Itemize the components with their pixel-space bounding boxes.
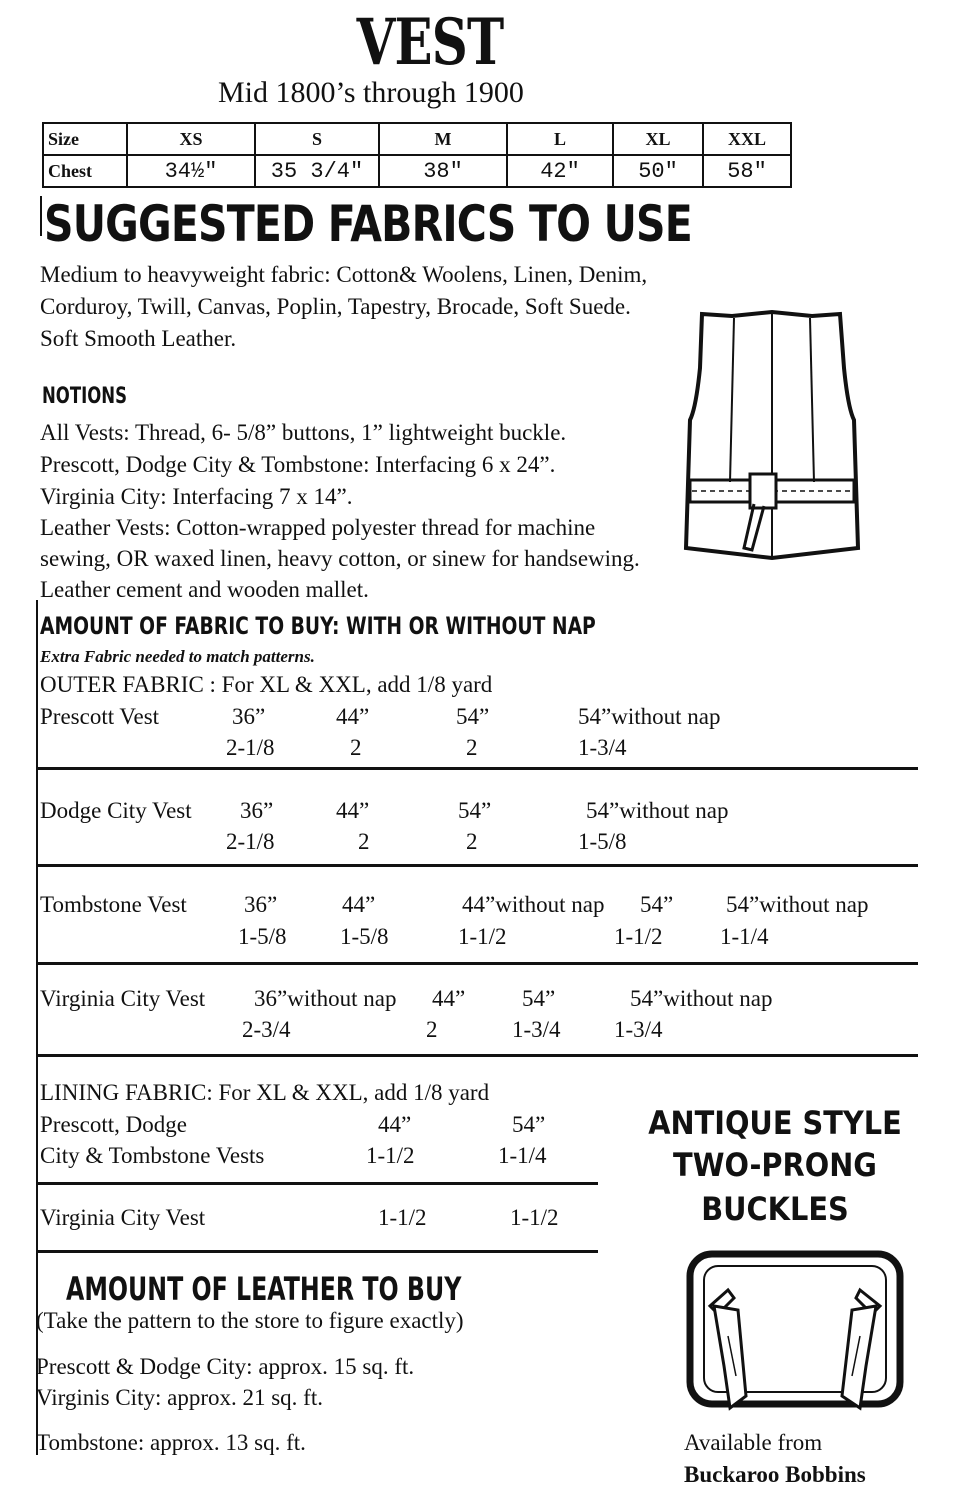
lining-yards: 1-1/2: [366, 1143, 415, 1168]
size-cell: XL: [613, 123, 703, 155]
vendor-name: Buckaroo Bobbins: [684, 1462, 866, 1487]
fabric-width: 44”without nap: [462, 892, 605, 917]
section-rule: [38, 767, 918, 770]
amount-heading: AMOUNT OF FABRIC TO BUY: WITH OR WITHOUT NAP: [40, 612, 596, 640]
chest-cell: 58": [703, 155, 791, 187]
fabric-width: 44”: [336, 704, 370, 729]
fabric-width: 54”without nap: [630, 986, 773, 1011]
section-rule: [38, 1250, 598, 1253]
size-cell: S: [255, 123, 379, 155]
fabrics-line: Corduroy, Twill, Canvas, Poplin, Tapestry, Brocade, Soft Suede.: [40, 294, 631, 319]
fabrics-line: Soft Smooth Leather.: [40, 326, 237, 351]
fabric-width: 36”without nap: [254, 986, 397, 1011]
size-cell: XXL: [703, 123, 791, 155]
section-rule: [38, 1054, 918, 1057]
notions-heading: NOTIONS: [42, 384, 127, 409]
lining-width: 54”: [512, 1112, 546, 1137]
notions-line: Prescott, Dodge City & Tombstone: Interfacing 6 x 24”.: [40, 452, 556, 477]
chest-cell: 50": [613, 155, 703, 187]
chest-label: Chest: [43, 155, 127, 187]
fabric-yards: 2: [426, 1017, 438, 1042]
vest-name: Dodge City Vest: [40, 798, 192, 823]
lining-width: 44”: [378, 1112, 412, 1137]
fabric-yards: 2-3/4: [242, 1017, 291, 1042]
size-cell: M: [379, 123, 507, 155]
ad-line: TWO-PRONG: [673, 1146, 877, 1184]
size-cell: XS: [127, 123, 255, 155]
vest-back-illustration: [672, 308, 872, 570]
notions-line: Virginia City: Interfacing 7 x 14”.: [40, 484, 353, 509]
fabric-width: 54”without nap: [726, 892, 869, 917]
notions-line: Leather Vests: Cotton-wrapped polyester thread for machine: [40, 515, 596, 540]
fabric-width: 44”: [342, 892, 376, 917]
notions-line: Leather cement and wooden mallet.: [40, 577, 369, 602]
size-row: [43, 123, 791, 155]
fabrics-heading: SUGGESTED FABRICS TO USE: [44, 195, 692, 253]
fabric-yards: 2-1/8: [226, 829, 275, 854]
lining-group-line: Prescott, Dodge: [40, 1112, 187, 1137]
fabric-width: 44”: [336, 798, 370, 823]
ad-line: ANTIQUE STYLE: [648, 1104, 902, 1142]
leather-note: (Take the pattern to the store to figure exactly): [36, 1308, 464, 1333]
fabric-yards: 1-1/4: [720, 924, 769, 949]
fabrics-line: Medium to heavyweight fabric: Cotton& Woolens, Linen, Denim,: [40, 262, 648, 287]
chest-row: [43, 155, 791, 187]
fabric-width: 36”: [244, 892, 278, 917]
page-subtitle: Mid 1800’s through 1900: [218, 76, 524, 109]
notions-line: sewing, OR waxed linen, heavy cotton, or sinew for handsewing.: [40, 546, 640, 571]
lining-yards: 1-1/2: [510, 1205, 559, 1230]
page-title: VEST: [356, 5, 504, 80]
fabric-yards: 2-1/8: [226, 735, 275, 760]
fabric-width: 54”: [458, 798, 492, 823]
vest-name: Virginia City Vest: [40, 986, 206, 1011]
chest-cell: 34½": [127, 155, 255, 187]
fabric-width: 54”without nap: [586, 798, 729, 823]
fabric-yards: 1-5/8: [578, 829, 627, 854]
fabric-yards: 1-1/2: [614, 924, 663, 949]
fabric-width: 44”: [432, 986, 466, 1011]
fabric-yards: 1-5/8: [238, 924, 287, 949]
amount-note: Extra Fabric needed to match patterns.: [40, 647, 315, 666]
section-rule: [38, 962, 918, 965]
size-chart-table: [42, 122, 792, 188]
lining-yards: 1-1/2: [378, 1205, 427, 1230]
fabric-yards: 1-5/8: [340, 924, 389, 949]
fabric-yards: 1-1/2: [458, 924, 507, 949]
leather-line: Tombstone: approx. 13 sq. ft.: [36, 1430, 306, 1455]
two-prong-buckle-illustration: [684, 1246, 906, 1418]
size-cell: L: [507, 123, 613, 155]
fabric-yards: 1-3/4: [578, 735, 627, 760]
vest-name: Tombstone Vest: [40, 892, 187, 917]
fabric-yards: 1-3/4: [512, 1017, 561, 1042]
fabric-yards: 1-3/4: [614, 1017, 663, 1042]
chest-cell: 38": [379, 155, 507, 187]
outer-fabric-label: OUTER FABRIC : For XL & XXL, add 1/8 yard: [40, 672, 493, 697]
left-bar: [40, 196, 42, 236]
section-rule: [38, 1182, 598, 1185]
section-rule: [38, 864, 918, 867]
fabric-width: 54”: [640, 892, 674, 917]
fabric-yards: 2: [358, 829, 370, 854]
fabric-width: 54”: [522, 986, 556, 1011]
ad-line: BUCKLES: [701, 1190, 849, 1228]
fabric-width: 36”: [240, 798, 274, 823]
size-label: Size: [43, 123, 127, 155]
available-from-text: Available from: [684, 1430, 823, 1455]
chest-cell: 35 3/4": [255, 155, 379, 187]
leather-line: Virginis City: approx. 21 sq. ft.: [36, 1385, 323, 1410]
lining-fabric-label: LINING FABRIC: For XL & XXL, add 1/8 yard: [40, 1080, 490, 1105]
fabric-width: 54”without nap: [578, 704, 721, 729]
notions-line: All Vests: Thread, 6- 5/8” buttons, 1” lightweight buckle.: [40, 420, 567, 445]
vest-name: Prescott Vest: [40, 704, 160, 729]
fabric-yards: 2: [466, 829, 478, 854]
chest-cell: 42": [507, 155, 613, 187]
fabric-yards: 2: [350, 735, 362, 760]
vest-name: Virginia City Vest: [40, 1205, 206, 1230]
leather-line: Prescott & Dodge City: approx. 15 sq. ft.: [36, 1354, 415, 1379]
lining-yards: 1-1/4: [498, 1143, 547, 1168]
fabric-yards: 2: [466, 735, 478, 760]
fabric-width: 54”: [456, 704, 490, 729]
lining-group-line: City & Tombstone Vests: [40, 1143, 265, 1168]
fabric-width: 36”: [232, 704, 266, 729]
leather-heading: AMOUNT OF LEATHER TO BUY: [66, 1270, 462, 1308]
